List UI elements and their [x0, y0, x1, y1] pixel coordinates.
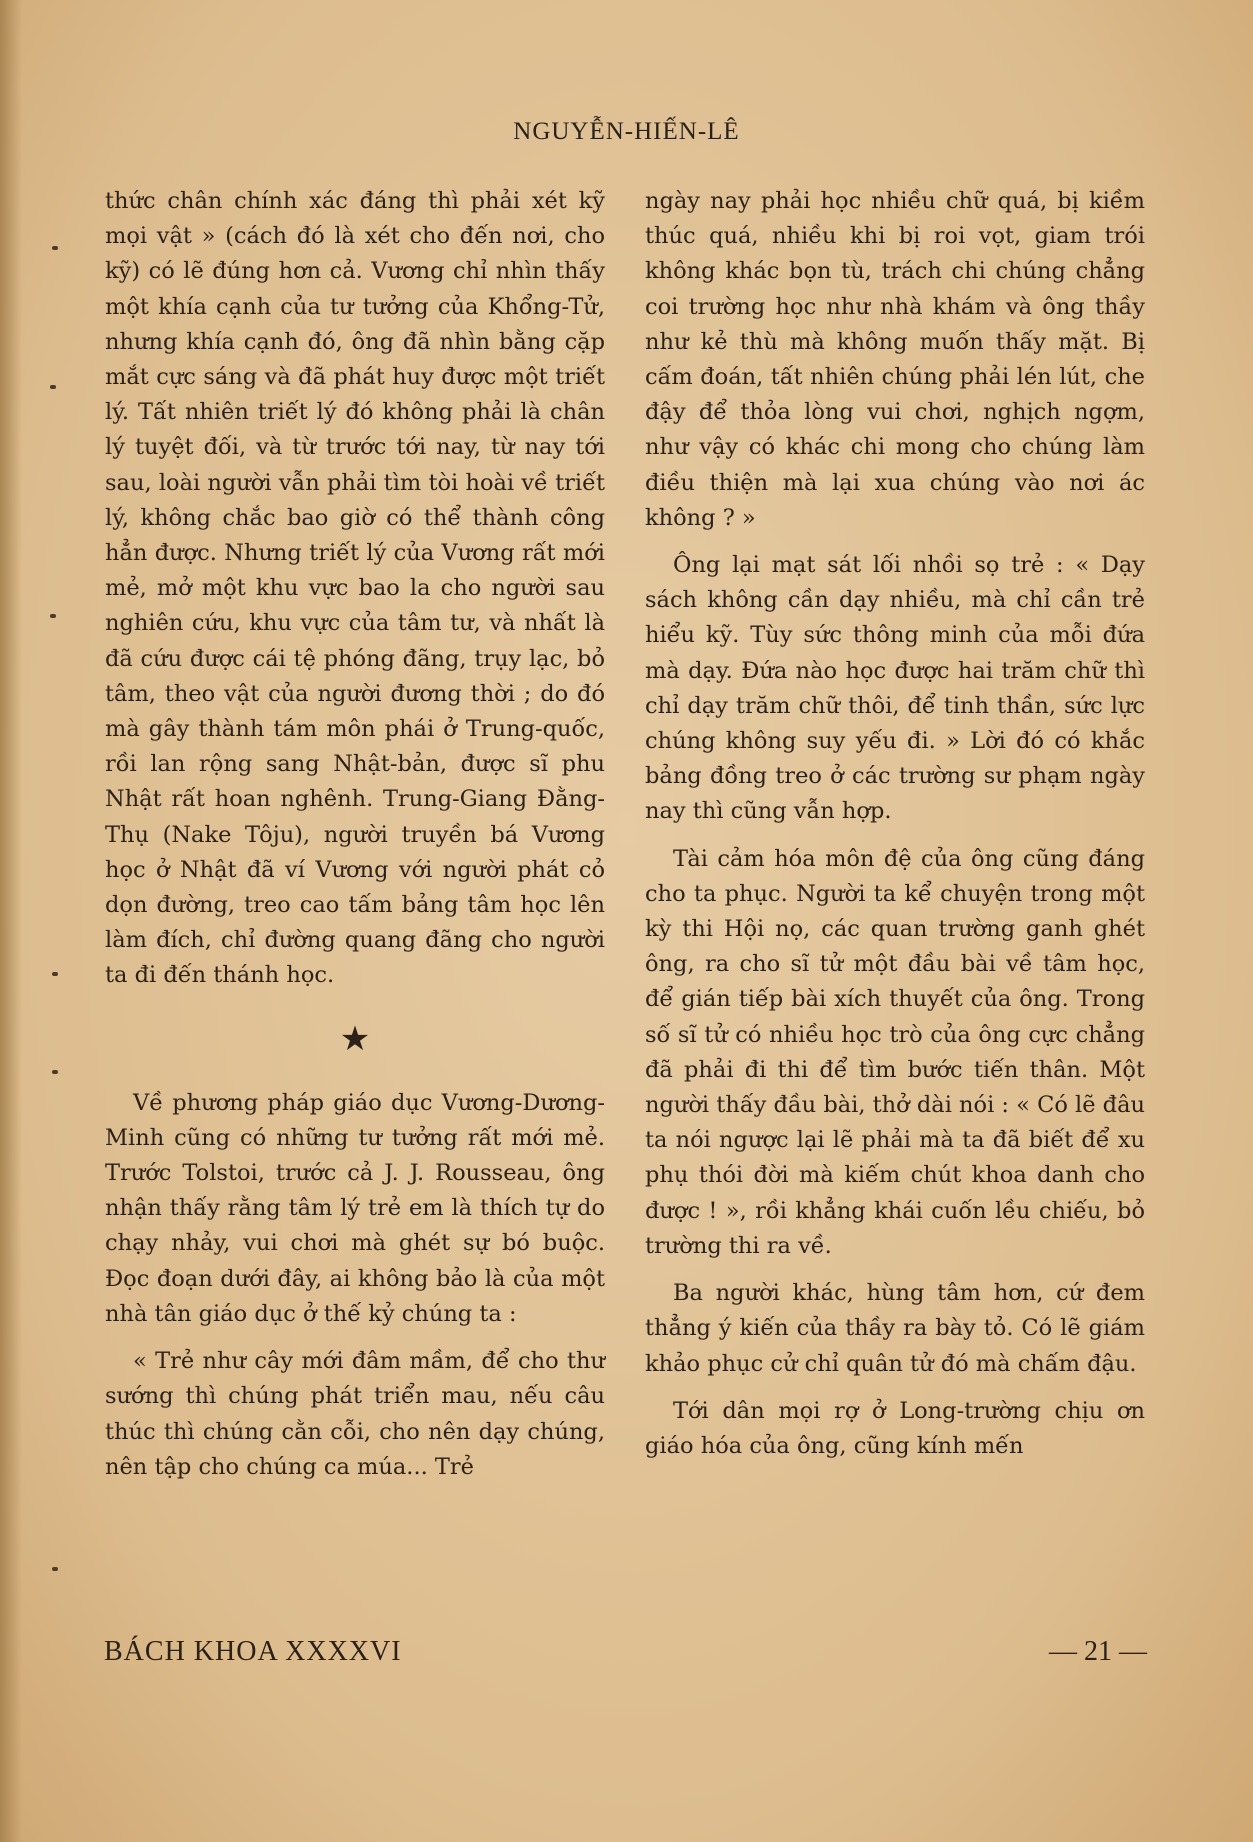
page-edge-shadow	[0, 0, 22, 1842]
paper-speck	[50, 614, 56, 618]
quotation-paragraph: « Trẻ như cây mới đâm mầm, để cho thư sướng thì chúng phát triển mau, nếu câu thúc thì chúng cằn cỗi, cho nên dạy chúng, nên tập cho chúng ca múa... Trẻ	[105, 1348, 605, 1480]
paragraph: Về phương pháp giáo dục Vương-Dương-Minh cũng có những tư tưởng rất mới mẻ. Trước Tolstoi, trước cả J. J. Rousseau, ông nhận thấy rằng tâm lý trẻ em là thích tự do chạy nhảy, vui chơi mà ghét sự bó buộc. Đọc đoạn dưới đây, ai không bảo là của một nhà tân giáo dục ở thế kỷ chúng ta :	[105, 1089, 605, 1327]
footer-page-number: — 21 —	[1049, 1636, 1147, 1667]
right-column	[645, 184, 1145, 1464]
paper-speck	[50, 385, 56, 389]
paragraph: Tài cảm hóa môn đệ của ông cũng đáng cho ta phục. Người ta kể chuyện trong một kỳ thi Hội nọ, các quan trường ganh ghét ông, ra cho sĩ tử một đầu bài về tâm học, để gián tiếp bài xích thuyết của ông. Trong số sĩ tử có nhiều học trò của ông cực chẳng đã phải đi thi để tìm bước tiến thân. Một người thấy đầu bài, thở dài nói : « Có lẽ đâu ta nói ngược lại lẽ phải mà ta đã biết để xu phụ thói đời mà kiếm chút khoa danh cho được ! », rồi khẳng khái cuốn lều chiếu, bỏ trường thi ra về.	[645, 845, 1145, 1259]
paper-speck	[52, 972, 58, 976]
paper-speck	[52, 1070, 58, 1074]
paragraph: Ông lại mạt sát lối nhồi sọ trẻ : « Dạy sách không cần dạy nhiều, mà chỉ cần trẻ hiểu kỹ. Tùy sức thông minh của mỗi đứa mà dạy. Đứa nào học được hai trăm chữ thì chỉ dạy trăm chữ thôi, để tinh thần, sức lực chúng không suy yếu đi. » Lời đó có khắc bảng đồng treo ở các trường sư phạm ngày nay thì cũng vẫn hợp.	[645, 552, 1145, 825]
running-header-author: NGUYỄN-HIẾN-LÊ	[513, 118, 740, 145]
paragraph: Tới dân mọi rợ ở Long-trường chịu ơn giáo hóa của ông, cũng kính mến	[645, 1397, 1145, 1459]
paragraph: Ba người khác, hùng tâm hơn, cứ đem thẳng ý kiến của thầy ra bày tỏ. Có lẽ giám khảo phục cử chỉ quân tử đó mà chấm đậu.	[645, 1280, 1145, 1377]
footer-magazine-title: BÁCH KHOA XXXXVI	[104, 1636, 402, 1667]
left-column	[105, 184, 605, 1485]
paper-speck	[52, 1567, 58, 1571]
paragraph: ngày nay phải học nhiều chữ quá, bị kiềm thúc quá, nhiều khi bị roi vọt, giam trói không khác bọn tù, trách chi chúng chẳng coi trường học như nhà khám và ông thầy như kẻ thù mà không muốn thấy mặt. Bị cấm đoán, tất nhiên chúng phải lén lút, che đậy để thỏa lòng vui chơi, nghịch ngợm, như vậy có khác chi mong cho chúng làm điều thiện mà lại xua chúng vào nơi ác không ? »	[645, 188, 1145, 531]
paragraph: thức chân chính xác đáng thì phải xét kỹ mọi vật » (cách đó là xét cho đến nơi, cho kỹ) có lẽ đúng hơn cả. Vương chỉ nhìn thấy một khía cạnh của tư tưởng của Khổng-Tử, nhưng khía cạnh đó, ông đã nhìn bằng cặp mắt cực sáng và đã phát huy được một triết lý. Tất nhiên triết lý đó không phải là chân lý tuyệt đối, và từ trước tới nay, từ nay tới sau, loài người vẫn phải tìm tòi hoài về triết lý, không chắc bao giờ có thể thành công hẳn được. Nhưng triết lý của Vương rất mới mẻ, mở một khu vực bao la cho người sau nghiên cứu, khu vực của tâm tư, và nhất là đã cứu được cái tệ phóng đãng, trụy lạc, bỏ tâm, theo vật của người đương thời ; do đó mà gây thành tám môn phái ở Trung-quốc, rồi lan rộng sang Nhật-bản, được sĩ phu Nhật rất hoan nghênh. Trung-Giang Đằng-Thụ (Nake Tôju), người truyền bá Vương học ở Nhật đã ví Vương với người phát cỏ dọn đường, treo cao tấm bảng tâm học lên làm đích, chỉ đường quang đãng cho người ta đi đến thánh học.	[105, 188, 605, 989]
section-divider-star-icon: ★	[339, 1018, 371, 1059]
paper-speck	[52, 246, 58, 250]
